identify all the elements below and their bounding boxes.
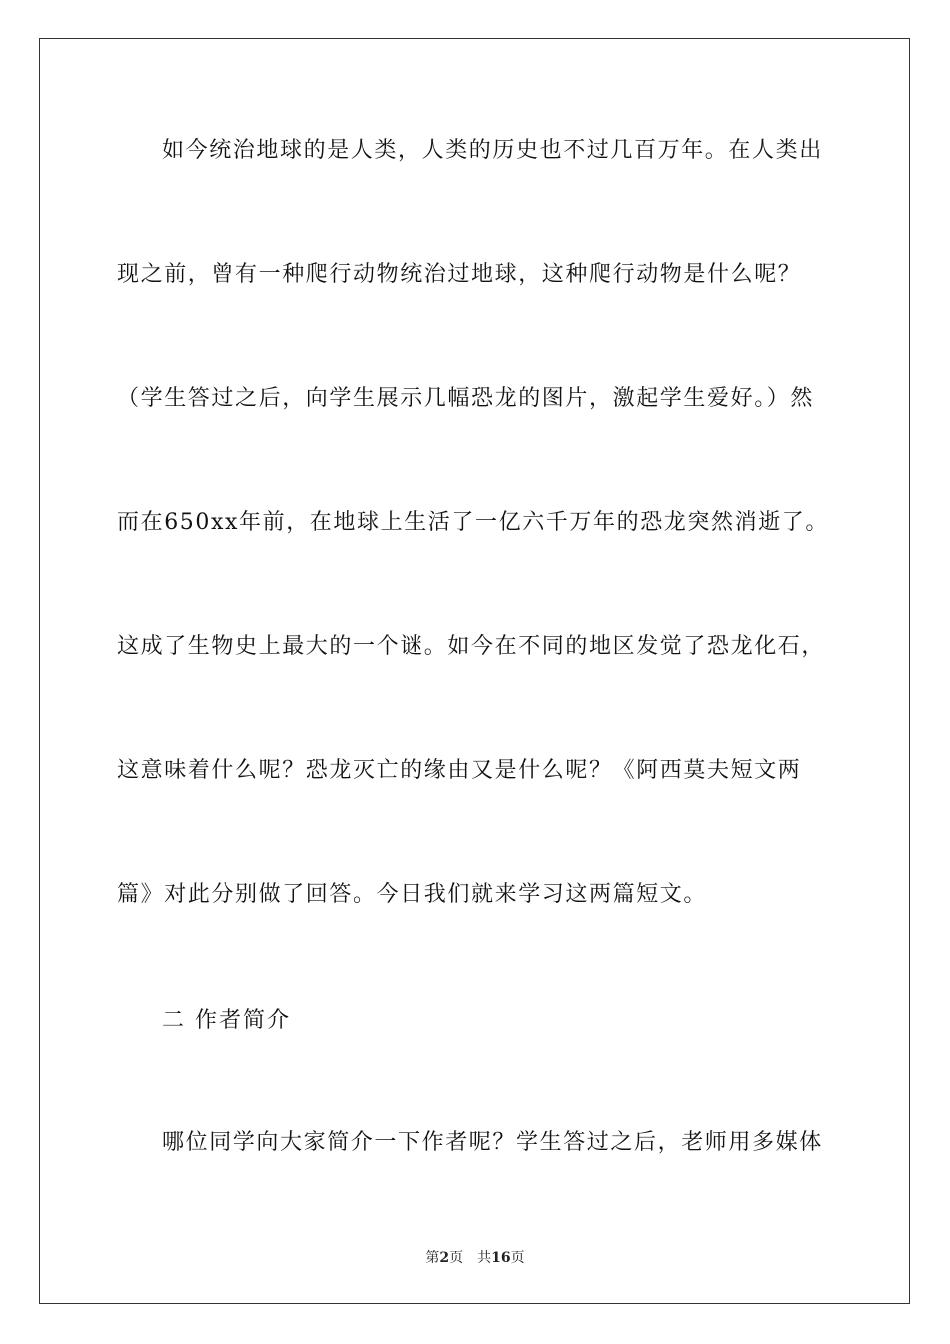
- paragraph-line-3: （学生答过之后，向学生展示几幅恐龙的图片，激起学生爱好。）然: [117, 386, 815, 411]
- page-label-prefix: 第: [425, 1250, 440, 1266]
- page-footer: [0, 1249, 950, 1267]
- paragraph-line-7: 篇》对此分别做了回答。今日我们就来学习这两篇短文。: [117, 882, 708, 907]
- paragraph-line-5: 这成了生物史上最大的一个谜。如今在不同的地区发觉了恐龙化石，: [117, 634, 826, 659]
- paragraph-line-4: 而在650xx年前，在地球上生活了一亿六千万年的恐龙突然消逝了。: [117, 510, 830, 535]
- current-page-number: 2: [439, 1250, 450, 1266]
- paragraph-line-2: 现之前，曾有一种爬行动物统治过地球，这种爬行动物是什么呢？: [117, 262, 802, 287]
- paragraph-line-8: 哪位同学向大家简介一下作者呢？学生答过之后，老师用多媒体: [162, 1130, 823, 1155]
- paragraph-line-1: 如今统治地球的是人类，人类的历史也不过几百万年。在人类出: [162, 138, 823, 163]
- total-page-number: 16: [491, 1250, 511, 1266]
- section-heading: 二 作者简介: [162, 1008, 291, 1033]
- page-border: [39, 38, 910, 1304]
- total-label-prefix: 共: [477, 1250, 492, 1266]
- total-label-suffix: 页: [510, 1250, 525, 1266]
- paragraph-line-6: 这意味着什么呢？恐龙灭亡的缘由又是什么呢？《阿西莫夫短文两: [117, 758, 802, 783]
- page-label-suffix: 页: [449, 1250, 464, 1266]
